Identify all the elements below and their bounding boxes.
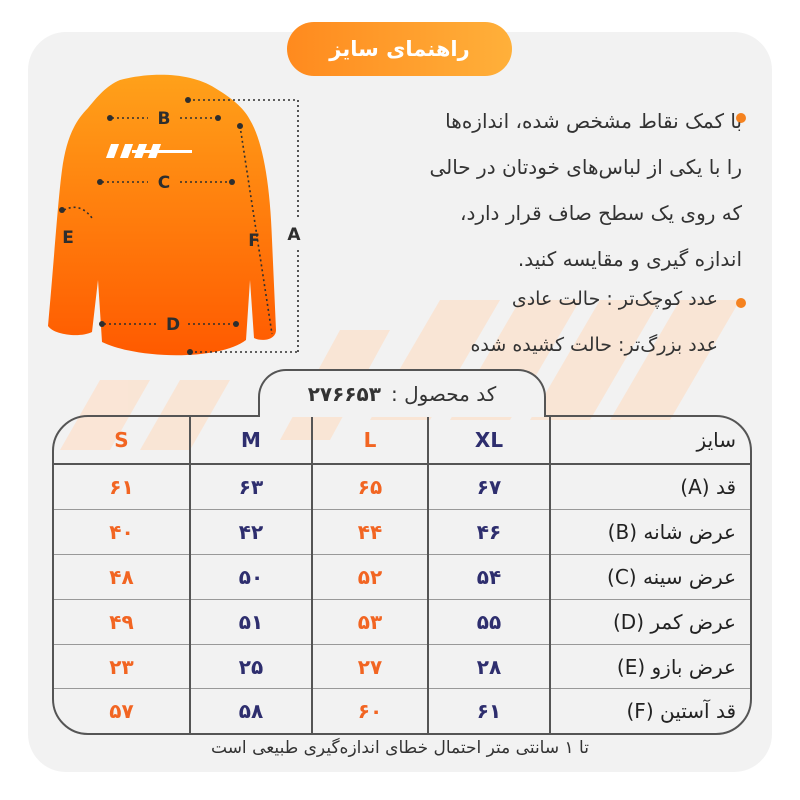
label-D: D <box>165 315 181 335</box>
cell-value: ۴۰ <box>54 510 190 555</box>
table-row <box>54 554 750 599</box>
instruction-line: را با یکی از لباس‌های خودتان در حالی <box>429 155 742 179</box>
label-A: A <box>287 225 301 245</box>
cell-value: ۵۵ <box>428 599 550 644</box>
size-col-S: S <box>54 417 190 464</box>
cell-value: ۶۷ <box>428 464 550 510</box>
row-label: عرض سینه (C) <box>550 554 750 599</box>
cell-value: ۵۷ <box>54 689 190 733</box>
cell-value: ۵۸ <box>190 689 312 733</box>
cell-value: ۶۳ <box>190 464 312 510</box>
hoodie-diagram <box>40 70 320 370</box>
size-col-L: L <box>312 417 428 464</box>
row-label: قد آستین (F) <box>626 699 736 724</box>
size-table <box>52 415 752 735</box>
instructions-paragraph <box>312 98 742 282</box>
cell-value: ۶۱ <box>54 464 190 510</box>
table-row <box>54 464 750 510</box>
cell-value: ۵۲ <box>312 554 428 599</box>
row-label: عرض شانه (B) <box>550 510 750 555</box>
cell-value: ۵۴ <box>428 554 550 599</box>
cell-value: ۵۰ <box>190 554 312 599</box>
cell-value: ۴۲ <box>190 510 312 555</box>
table-row <box>54 644 750 689</box>
product-code-value: ۲۷۶۶۵۳ <box>307 382 381 406</box>
instruction-line: با کمک نقاط مشخص شده، اندازه‌ها <box>445 109 742 133</box>
bullet-icon <box>736 298 746 308</box>
cell-value: ۴۸ <box>54 554 190 599</box>
size-header-label: سایز <box>550 417 750 464</box>
cell-value: ۴۹ <box>54 599 190 644</box>
instruction-line: اندازه گیری و مقایسه کنید. <box>517 247 742 271</box>
cell-value: ۶۰ <box>312 689 428 733</box>
size-header-row <box>54 417 750 464</box>
label-E: E <box>62 228 74 248</box>
instruction-line: که روی یک سطح صاف قرار دارد، <box>459 201 742 225</box>
size-col-XL: XL <box>428 417 550 464</box>
page-title: راهنمای سایز <box>287 22 512 76</box>
cell-value: ۲۸ <box>428 644 550 689</box>
label-B: B <box>157 109 171 129</box>
row-label: قد (A) <box>550 464 750 510</box>
cell-value: ۲۷ <box>312 644 428 689</box>
table-row <box>54 599 750 644</box>
tab-joint <box>260 413 544 417</box>
table-row <box>54 510 750 555</box>
cell-value: ۵۳ <box>312 599 428 644</box>
cell-value: ۶۱ <box>428 689 550 733</box>
cell-value: ۵۱ <box>190 599 312 644</box>
product-code-label: کد محصول : <box>390 382 497 406</box>
table-row <box>54 689 750 733</box>
size-col-M: M <box>190 417 312 464</box>
note-smaller: عدد کوچک‌تر : حالت عادی <box>511 288 718 310</box>
label-F: F <box>248 231 260 251</box>
cell-value: ۲۵ <box>190 644 312 689</box>
cell-value: ۲۳ <box>54 644 190 689</box>
cell-value: ۴۶ <box>428 510 550 555</box>
footer-note: تا ۱ سانتی متر احتمال خطای اندازه‌گیری طبیعی است <box>211 738 589 758</box>
note-larger: عدد بزرگ‌تر: حالت کشیده شده <box>470 334 718 356</box>
cell-value: ۴۴ <box>312 510 428 555</box>
product-code <box>258 369 546 417</box>
row-label: عرض کمر (D) <box>550 599 750 644</box>
label-C: C <box>157 173 171 193</box>
row-label: عرض بازو (E) <box>550 644 750 689</box>
cell-value: ۶۵ <box>312 464 428 510</box>
